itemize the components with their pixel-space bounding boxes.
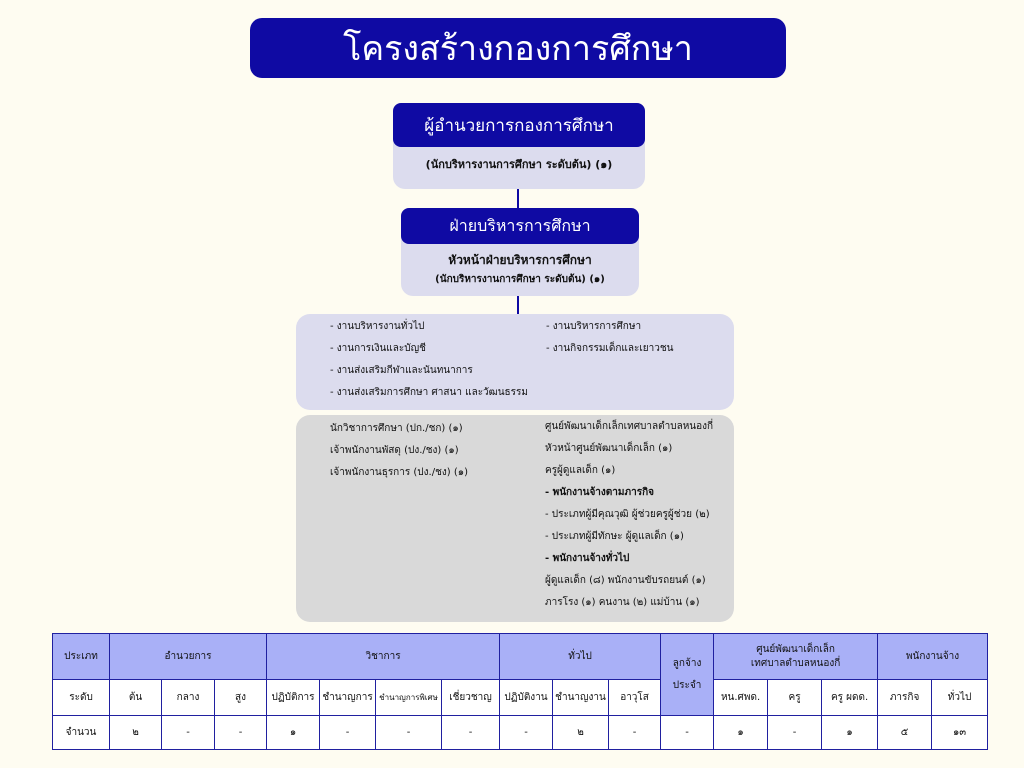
count-cell: - bbox=[661, 716, 714, 750]
level-cell: ชำนาญการพิเศษ bbox=[376, 680, 442, 716]
staff-item: ครูผู้ดูแลเด็ก (๑) bbox=[545, 465, 616, 476]
count-cell: - bbox=[609, 716, 661, 750]
level-cell: ชำนาญงาน bbox=[553, 680, 609, 716]
group-center: ศูนย์พัฒนาเด็กเล็ก เทศบาลตำบลหนองกี่ bbox=[714, 634, 878, 680]
group-general: ทั่วไป bbox=[500, 634, 661, 680]
task-item: - งานบริหารงานทั่วไป bbox=[330, 321, 425, 332]
group-admin: อำนวยการ bbox=[110, 634, 267, 680]
staff-item: - ประเภทผู้มีทักษะ ผู้ดูแลเด็ก (๑) bbox=[545, 531, 684, 542]
level-cell: ชำนาญการ bbox=[320, 680, 376, 716]
admin-division-head: หัวหน้าฝ่ายบริหารการศึกษา bbox=[448, 253, 592, 267]
count-cell: - bbox=[500, 716, 553, 750]
task-item: - งานกิจกรรมเด็กและเยาวชน bbox=[546, 343, 674, 354]
director-title: ผู้อำนวยการกองการศึกษา bbox=[393, 103, 645, 147]
level-cell: ภารกิจ bbox=[878, 680, 932, 716]
task-item: - งานบริหารการศึกษา bbox=[546, 321, 642, 332]
count-header: จำนวน bbox=[53, 716, 110, 750]
admin-division-subtitle: (นักบริหารงานการศึกษา ระดับต้น) (๑) bbox=[435, 274, 605, 285]
level-cell: กลาง bbox=[162, 680, 215, 716]
level-cell: สูง bbox=[215, 680, 267, 716]
count-cell: ๑ bbox=[714, 716, 768, 750]
staff-item: - ประเภทผู้มีคุณวุฒิ ผู้ช่วยครูผู้ช่วย (๒) bbox=[545, 509, 710, 520]
level-cell: หน.ศพด. bbox=[714, 680, 768, 716]
staff-section-heading: - พนักงานจ้างตามภารกิจ bbox=[545, 487, 654, 498]
staff-item: นักวิชาการศึกษา (ปก./ชก) (๑) bbox=[330, 423, 463, 434]
group-academic: วิชาการ bbox=[267, 634, 500, 680]
staff-item: ผู้ดูแลเด็ก (๘) พนักงานขับรถยนต์ (๑) bbox=[545, 575, 706, 586]
staff-item: เจ้าพนักงานธุรการ (ปง./ชง) (๑) bbox=[330, 467, 468, 478]
level-cell: ต้น bbox=[110, 680, 162, 716]
staff-item: ภารโรง (๑) คนงาน (๒) แม่บ้าน (๑) bbox=[545, 597, 700, 608]
count-cell: ๕ bbox=[878, 716, 932, 750]
staff-section-heading: - พนักงานจ้างทั่วไป bbox=[545, 553, 630, 564]
connector-line bbox=[517, 189, 519, 209]
level-cell: ครู ผดด. bbox=[822, 680, 878, 716]
staff-item: เจ้าพนักงานพัสดุ (ปง./ชง) (๑) bbox=[330, 445, 459, 456]
count-cell: ๒ bbox=[110, 716, 162, 750]
page-title: โครงสร้างกองการศึกษา bbox=[250, 18, 786, 78]
connector-line bbox=[517, 296, 519, 316]
level-cell: อาวุโส bbox=[609, 680, 661, 716]
director-subtitle: (นักบริหารงานการศึกษา ระดับต้น) (๑) bbox=[425, 158, 613, 171]
tasks-right-list bbox=[546, 316, 726, 360]
count-cell: ๑ bbox=[822, 716, 878, 750]
level-cell: ครู bbox=[768, 680, 822, 716]
count-cell: - bbox=[442, 716, 500, 750]
admin-division-title: ฝ่ายบริหารการศึกษา bbox=[401, 208, 639, 244]
count-cell: - bbox=[768, 716, 822, 750]
count-cell: - bbox=[376, 716, 442, 750]
level-cell: ทั่วไป bbox=[932, 680, 988, 716]
task-item: - งานส่งเสริมการศึกษา ศาสนา และวัฒนธรรม bbox=[330, 387, 528, 398]
count-cell: ๑๓ bbox=[932, 716, 988, 750]
count-cell: ๑ bbox=[267, 716, 320, 750]
task-item: - งานการเงินและบัญชี bbox=[330, 343, 426, 354]
staff-left-list bbox=[330, 418, 540, 484]
task-item: - งานส่งเสริมกีฬาและนันทนาการ bbox=[330, 365, 473, 376]
count-cell: - bbox=[162, 716, 215, 750]
level-cell: เชี่ยวชาญ bbox=[442, 680, 500, 716]
group-permanent: ลูกจ้างประจำ bbox=[661, 634, 714, 716]
type-header: ประเภท bbox=[53, 634, 110, 680]
count-cell: - bbox=[320, 716, 376, 750]
staff-right-list bbox=[545, 416, 730, 614]
count-cell: ๒ bbox=[553, 716, 609, 750]
count-cell: - bbox=[215, 716, 267, 750]
level-header: ระดับ bbox=[53, 680, 110, 716]
staff-item: หัวหน้าศูนย์พัฒนาเด็กเล็ก (๑) bbox=[545, 443, 673, 454]
level-cell: ปฏิบัติงาน bbox=[500, 680, 553, 716]
position-summary-table bbox=[52, 633, 988, 750]
group-contract: พนักงานจ้าง bbox=[878, 634, 988, 680]
staff-item: ศูนย์พัฒนาเด็กเล็กเทศบาลตำบลหนองกี่ bbox=[545, 421, 714, 432]
level-cell: ปฏิบัติการ bbox=[267, 680, 320, 716]
tasks-left-list bbox=[330, 316, 550, 404]
